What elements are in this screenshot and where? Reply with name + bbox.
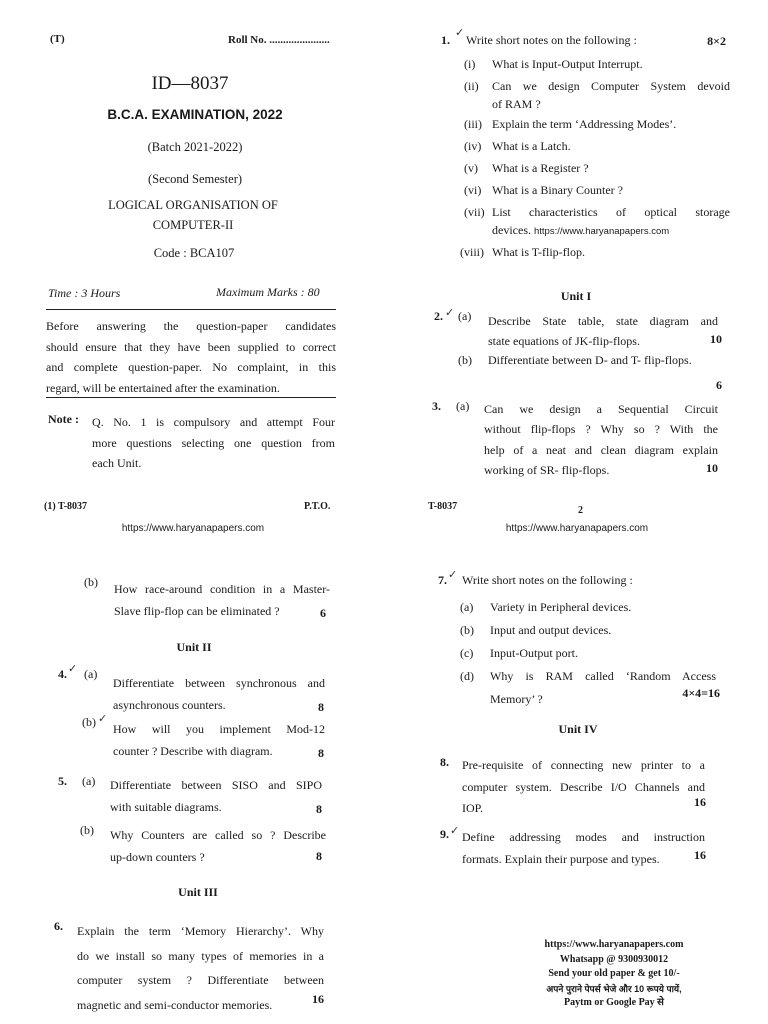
- part-label: (b): [82, 715, 96, 729]
- text-line: help of a neat and clean diagram explain: [484, 442, 718, 457]
- part-label: (a): [82, 774, 96, 788]
- part-marks: 10: [706, 461, 718, 475]
- question-number: 7.: [438, 573, 447, 587]
- item-label: (v): [464, 161, 478, 175]
- unit-heading: Unit III: [178, 885, 218, 899]
- course-code: Code : BCA107: [153, 246, 235, 260]
- note-line: more questions selecting one question from: [92, 435, 335, 450]
- part-label: (b): [458, 353, 472, 367]
- question-number: 8.: [440, 755, 449, 769]
- list-item: [464, 53, 730, 75]
- question-number: 1.: [441, 33, 450, 47]
- text-line: Can we design a Sequential Circuit: [484, 402, 718, 416]
- text-line: Describe State table, state diagram and: [488, 314, 718, 328]
- question-marks: 16: [694, 848, 706, 862]
- item-text: Explain the term ‘Addressing Modes’.: [492, 117, 677, 131]
- page-cover: [0, 0, 384, 534]
- item-text: What is T-flip-flop.: [492, 245, 585, 259]
- subject-line-2: COMPUTER-II: [152, 218, 234, 232]
- item-text: What is a Binary Counter ?: [492, 183, 623, 197]
- item-text: Variety in Peripheral devices.: [490, 600, 632, 614]
- part-label: (a): [84, 667, 98, 681]
- list-item: [464, 179, 730, 201]
- list-item: [464, 135, 730, 157]
- item-text: Memory’ ?: [490, 692, 543, 706]
- list-item: [460, 642, 716, 665]
- question-marks: 4×4=16: [682, 686, 720, 700]
- question-text: [462, 755, 705, 820]
- item-label: (d): [460, 669, 474, 683]
- note-line: Q. No. 1 is compulsory and attempt Four: [92, 415, 335, 429]
- promo-line: https://www.haryanapapers.com: [544, 939, 684, 950]
- page-number: 2: [578, 505, 583, 516]
- item-text: List characteristics of optical storage: [492, 205, 730, 219]
- list-item: [464, 113, 730, 135]
- time: Time : 3 Hours: [48, 286, 121, 300]
- footer-url: https://www.haryanapapers.com: [505, 523, 649, 534]
- text-line: with suitable diagrams.: [110, 800, 222, 814]
- promo-line: Send your old paper & get 10/-: [548, 968, 680, 979]
- item-text: devices.: [492, 223, 531, 237]
- text-line: How race-around condition in a Master-: [114, 582, 330, 596]
- tick-mark-icon: ✓: [445, 306, 455, 319]
- text-line: IOP.: [462, 801, 484, 815]
- part-label: (a): [456, 399, 470, 413]
- question-text: [77, 919, 324, 1017]
- roll-number-field: Roll No. ......................: [228, 34, 330, 46]
- text-line: up-down counters ?: [110, 850, 205, 864]
- item-text: Why is RAM called ‘Random Access: [490, 669, 716, 683]
- page-footer-code: T-8037: [428, 501, 458, 512]
- list-item: [460, 596, 716, 619]
- note-text: [92, 412, 335, 474]
- question-number: 2.: [434, 309, 443, 323]
- text-line: asynchronous counters.: [113, 698, 226, 712]
- question-number: 3.: [432, 399, 441, 413]
- tick-mark-icon: ✓: [68, 662, 78, 675]
- item-label: (c): [460, 646, 474, 660]
- instruction-line: should ensure that they have been supplied to correct: [46, 339, 336, 354]
- item-label: (viii): [460, 245, 484, 259]
- part-marks: 8: [316, 849, 322, 863]
- note-line: each Unit.: [92, 456, 142, 470]
- list-item: [460, 619, 716, 642]
- text-line: Define addressing modes and instruction: [462, 830, 705, 844]
- text-line: formats. Explain their purpose and types.: [462, 851, 660, 866]
- tick-mark-icon: ✓: [455, 26, 465, 39]
- tick-mark-icon: ✓: [450, 824, 460, 837]
- pto-mark: P.T.O.: [304, 501, 331, 512]
- item-label: (a): [460, 600, 474, 614]
- promo-line: अपने पुराने पेपर्स भेजे और 10 रूपये पायें,: [546, 983, 682, 994]
- tick-mark-icon: ✓: [98, 712, 108, 725]
- text-line: computer system ? Differentiate between: [77, 973, 324, 987]
- divider: [46, 397, 336, 398]
- inline-url: https://www.haryanapapers.com: [533, 226, 670, 237]
- question-number: 4.: [58, 667, 67, 681]
- unit-heading: Unit IV: [558, 722, 598, 736]
- item-text: What is a Register ?: [492, 161, 589, 175]
- paper-id: ID—8037: [151, 73, 229, 94]
- tick-mark-icon: ✓: [448, 568, 458, 581]
- unit-heading: Unit I: [560, 289, 592, 303]
- item-text: Input-Output port.: [490, 646, 578, 660]
- subject-line-1: LOGICAL ORGANISATION OF: [108, 198, 278, 212]
- semester: (Second Semester): [147, 172, 243, 186]
- question-number: 5.: [58, 774, 67, 788]
- page-three: [0, 512, 384, 1024]
- part-marks: 8: [318, 700, 324, 714]
- exam-title: B.C.A. EXAMINATION, 2022: [107, 107, 283, 122]
- part-marks: 8: [318, 746, 324, 760]
- item-label: (ii): [464, 79, 479, 93]
- batch: (Batch 2021-2022): [147, 140, 243, 154]
- text-line: Differentiate between synchronous and: [113, 676, 325, 690]
- divider: [46, 309, 336, 310]
- page-two: [384, 0, 768, 534]
- text-line: without flip-flops ? Why so ? With the: [484, 422, 718, 437]
- item-label: (iv): [464, 139, 482, 153]
- note-label: Note :: [48, 412, 79, 426]
- instructions: [46, 316, 336, 398]
- text-line: working of SR- flip-flops.: [484, 462, 610, 477]
- promo-line: Whatsapp @ 9300930012: [559, 953, 669, 965]
- item-label: (i): [464, 57, 476, 71]
- item-label: (b): [460, 623, 474, 637]
- text-line: computer system. Describe I/O Channels and: [462, 779, 705, 794]
- question-text: Write short notes on the following :: [462, 573, 633, 587]
- unit-heading: Unit II: [176, 640, 212, 654]
- part-marks: 10: [710, 332, 722, 346]
- corner-mark: (T): [50, 33, 65, 45]
- text-line: magnetic and semi-conductor memories.: [77, 997, 273, 1012]
- maximum-marks: Maximum Marks : 80: [216, 285, 320, 299]
- part-label: (b): [84, 575, 98, 589]
- question-text: Write short notes on the following :: [466, 33, 637, 47]
- item-label: (iii): [464, 117, 482, 131]
- part-label: (a): [458, 309, 472, 323]
- instruction-line: and complete question-paper. No complaint, in this: [46, 360, 336, 374]
- question-number: 9.: [440, 827, 449, 841]
- item-label: (vi): [464, 183, 482, 197]
- text-line: Explain the term ‘Memory Hierarchy’. Why: [77, 924, 324, 938]
- instruction-line: regard, will be entertained after the examination.: [46, 380, 280, 395]
- text-line: do we install so many types of memories in a: [77, 948, 324, 963]
- question-marks: 16: [694, 795, 706, 809]
- page-four: [384, 512, 768, 1024]
- text-line: state equations of JK-flip-flops.: [488, 334, 640, 348]
- part-marks: 8: [316, 802, 322, 816]
- part-marks: 6: [716, 378, 722, 392]
- question-marks: 8×2: [707, 34, 726, 48]
- text-line: How will you implement Mod-12: [113, 722, 325, 736]
- promo-line: Paytm or Google Pay से: [564, 997, 664, 1008]
- text-line: Slave flip-flop can be eliminated ?: [114, 604, 280, 618]
- question-number: 6.: [54, 919, 63, 933]
- part-label: (b): [80, 823, 94, 837]
- text-line: Pre-requisite of connecting new printer to a: [462, 758, 705, 772]
- item-label: (vii): [464, 205, 485, 219]
- item-text: Input and output devices.: [490, 623, 612, 637]
- text-line: counter ? Describe with diagram.: [113, 744, 273, 758]
- q1-sub-list: [460, 53, 730, 263]
- list-item: [460, 241, 730, 263]
- item-text: What is Input-Output Interrupt.: [492, 57, 643, 71]
- question-marks: 16: [312, 992, 324, 1006]
- part-marks: 6: [320, 606, 326, 620]
- question-text: [462, 827, 705, 870]
- instruction-line: Before answering the question-paper candidates: [46, 319, 336, 333]
- footer-url: https://www.haryanapapers.com: [121, 523, 265, 534]
- item-text: Can we design Computer System devoid: [492, 79, 730, 93]
- list-item: [464, 75, 730, 113]
- text-line: Why Counters are called so ? Describe: [110, 828, 326, 842]
- item-text: of RAM ?: [492, 97, 541, 111]
- list-item: [464, 157, 730, 179]
- page-footer-code: (1) T-8037: [44, 501, 88, 512]
- promo-block: [464, 938, 764, 1011]
- list-item: [464, 201, 730, 241]
- text-line: Differentiate between SISO and SIPO: [110, 778, 322, 792]
- part-text: Differentiate between D- and T- flip-flops.: [488, 353, 692, 367]
- item-text: What is a Latch.: [492, 139, 571, 153]
